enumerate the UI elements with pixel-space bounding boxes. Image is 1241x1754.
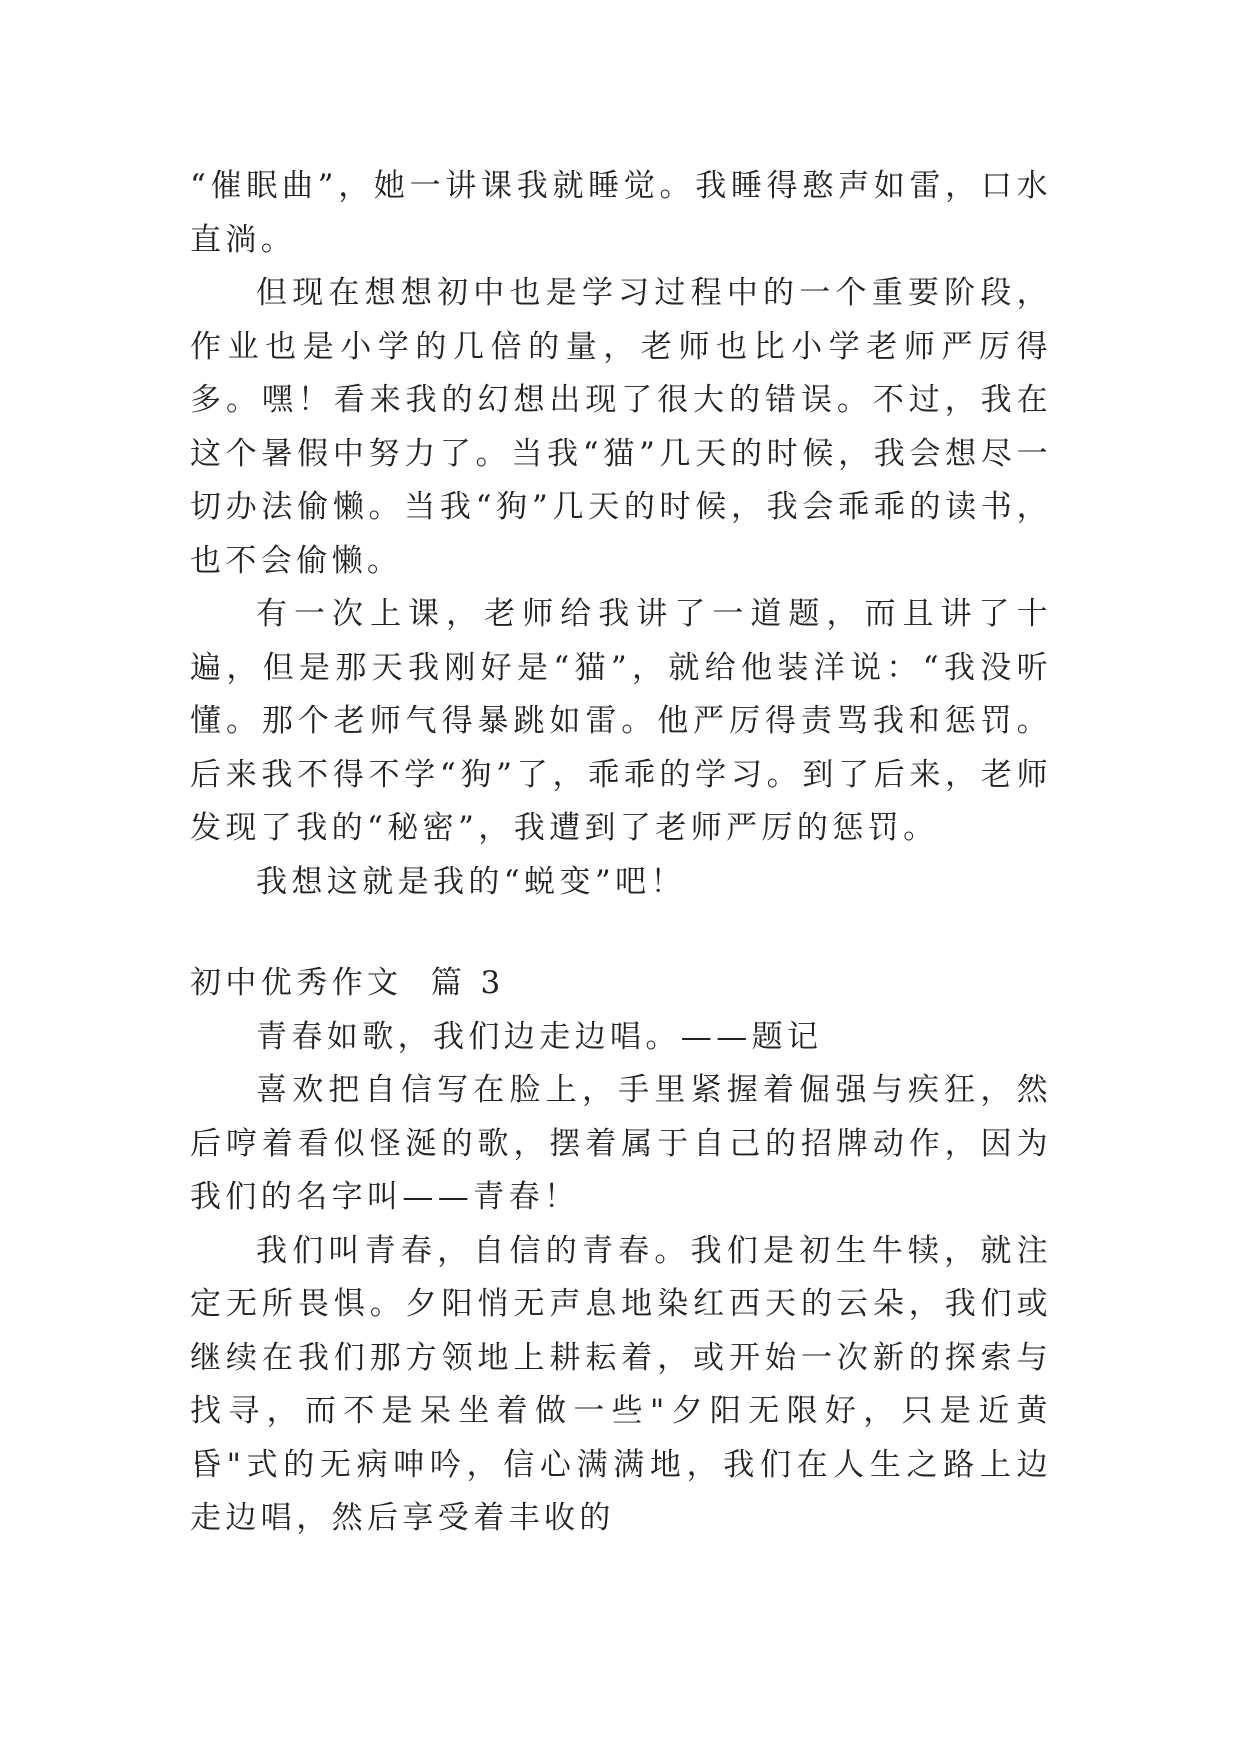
paragraph-3: 有一次上课，老师给我讲了一道题，而且讲了十遍，但是那天我刚好是“猫”，就给他装洋说：“我没听懂。那个老师气得暴跳如雷。他严厉得责骂我和惩罚。后来我不得不学“狗”了，乖乖的学习。到了后来，老师发现了我的“秘密”，我遭到了老师严厉的惩罚。 <box>190 596 1052 846</box>
document-page <box>190 160 1052 1546</box>
paragraph-4: 我想这就是我的“蜕变”吧！ <box>256 863 686 900</box>
section-spacer <box>190 909 1052 957</box>
paragraph-1: “催眠曲”，她一讲课我就睡觉。我睡得憨声如雷，口水直淌。 <box>190 168 1052 258</box>
paragraph-5: 喜欢把自信写在脸上，手里紧握着倔强与疾狂，然后哼着看似怪涎的歌，摆着属于自己的招牌动作，因为我们的名字叫——青春！ <box>190 1072 1052 1215</box>
epigraph: 青春如歌，我们边走边唱。——题记 <box>256 1018 823 1055</box>
paragraph-2: 但现在想想初中也是学习过程中的一个重要阶段，作业也是小学的几倍的量，老师也比小学老师严厉得多。嘿！看来我的幻想出现了很大的错误。不过，我在这个暑假中努力了。当我“猫”几天的时候，我会想尽一切办法偷懒。当我“狗”几天的时候，我会乖乖的读书，也不会偷懒。 <box>190 275 1052 579</box>
section-title: 初中优秀作文 篇 3 <box>190 965 505 1001</box>
paragraph-6: 我们叫青春，自信的青春。我们是初生牛犊，就注定无所畏惧。夕阳悄无声息地染红西天的云朵，我们或继续在我们那方领地上耕耘着，或开始一次新的探索与找寻，而不是呆坐着做一些"夕阳无限好，只是近黄昏"式的无病呻吟，信心满满地，我们在人生之路上边走边唱，然后享受着丰收的 <box>190 1232 1052 1536</box>
